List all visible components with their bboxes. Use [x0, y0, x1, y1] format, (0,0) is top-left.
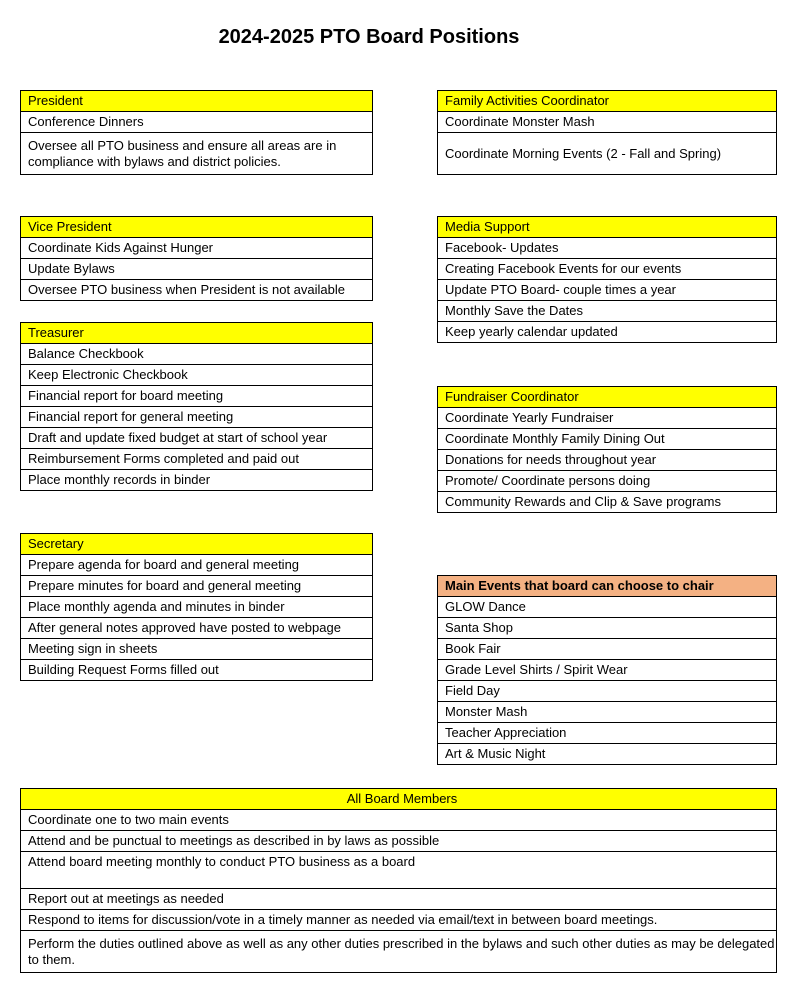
family-activities-section	[437, 90, 777, 175]
duty-item: Update Bylaws	[21, 259, 373, 280]
media-support-section	[437, 216, 777, 343]
section-header: President	[21, 91, 373, 112]
section-header: All Board Members	[21, 789, 777, 810]
section-header: Family Activities Coordinator	[438, 91, 777, 112]
duty-item: Coordinate Monster Mash	[438, 112, 777, 133]
duty-item: Meeting sign in sheets	[21, 639, 373, 660]
duty-item: Reimbursement Forms completed and paid out	[21, 449, 373, 470]
event-item: GLOW Dance	[438, 597, 777, 618]
duty-item: Oversee all PTO business and ensure all areas are in compliance with bylaws and district policies.	[21, 133, 373, 175]
duty-item: Financial report for general meeting	[21, 407, 373, 428]
duty-item: Balance Checkbook	[21, 344, 373, 365]
duty-item: Keep Electronic Checkbook	[21, 365, 373, 386]
duty-item: Perform the duties outlined above as well as any other duties prescribed in the bylaws and such other duties as may be delegated to them.	[21, 931, 777, 973]
event-item: Grade Level Shirts / Spirit Wear	[438, 660, 777, 681]
duty-item: Community Rewards and Clip & Save programs	[438, 492, 777, 513]
duty-item: Coordinate one to two main events	[21, 810, 777, 831]
duty-item: Update PTO Board- couple times a year	[438, 280, 777, 301]
section-header: Secretary	[21, 534, 373, 555]
duty-item: Oversee PTO business when President is not available	[21, 280, 373, 301]
event-item: Field Day	[438, 681, 777, 702]
section-header: Main Events that board can choose to chair	[438, 576, 777, 597]
duty-item: Respond to items for discussion/vote in a timely manner as needed via email/text in between board meetings.	[21, 910, 777, 931]
duty-item: Promote/ Coordinate persons doing	[438, 471, 777, 492]
all-board-members-section	[20, 788, 777, 973]
duty-item: Building Request Forms filled out	[21, 660, 373, 681]
event-item: Teacher Appreciation	[438, 723, 777, 744]
event-item: Art & Music Night	[438, 744, 777, 765]
duty-item: Attend and be punctual to meetings as described in by laws as possible	[21, 831, 777, 852]
main-events-section	[437, 575, 777, 765]
duty-item: Coordinate Monthly Family Dining Out	[438, 429, 777, 450]
event-item: Book Fair	[438, 639, 777, 660]
duty-item: Facebook- Updates	[438, 238, 777, 259]
duty-item: Creating Facebook Events for our events	[438, 259, 777, 280]
duty-item: Prepare minutes for board and general meeting	[21, 576, 373, 597]
vice-president-section	[20, 216, 373, 301]
fundraiser-section	[437, 386, 777, 513]
duty-item: Place monthly agenda and minutes in binder	[21, 597, 373, 618]
section-header: Vice President	[21, 217, 373, 238]
duty-item: Monthly Save the Dates	[438, 301, 777, 322]
duty-item: Keep yearly calendar updated	[438, 322, 777, 343]
section-header: Treasurer	[21, 323, 373, 344]
duty-item: Report out at meetings as needed	[21, 889, 777, 910]
duty-item: Coordinate Morning Events (2 - Fall and Spring)	[438, 133, 777, 175]
treasurer-section	[20, 322, 373, 491]
duty-item: Place monthly records in binder	[21, 470, 373, 491]
section-header: Fundraiser Coordinator	[438, 387, 777, 408]
page-title: 2024-2025 PTO Board Positions	[218, 26, 520, 48]
event-item: Santa Shop	[438, 618, 777, 639]
duty-item: After general notes approved have posted to webpage	[21, 618, 373, 639]
duty-item: Coordinate Kids Against Hunger	[21, 238, 373, 259]
duty-item: Attend board meeting monthly to conduct PTO business as a board	[21, 852, 777, 889]
duty-item: Draft and update fixed budget at start of school year	[21, 428, 373, 449]
duty-item: Financial report for board meeting	[21, 386, 373, 407]
duty-item: Prepare agenda for board and general meeting	[21, 555, 373, 576]
duty-item: Conference Dinners	[21, 112, 373, 133]
event-item: Monster Mash	[438, 702, 777, 723]
secretary-section	[20, 533, 373, 681]
duty-item: Coordinate Yearly Fundraiser	[438, 408, 777, 429]
duty-item: Donations for needs throughout year	[438, 450, 777, 471]
president-section	[20, 90, 373, 175]
section-header: Media Support	[438, 217, 777, 238]
